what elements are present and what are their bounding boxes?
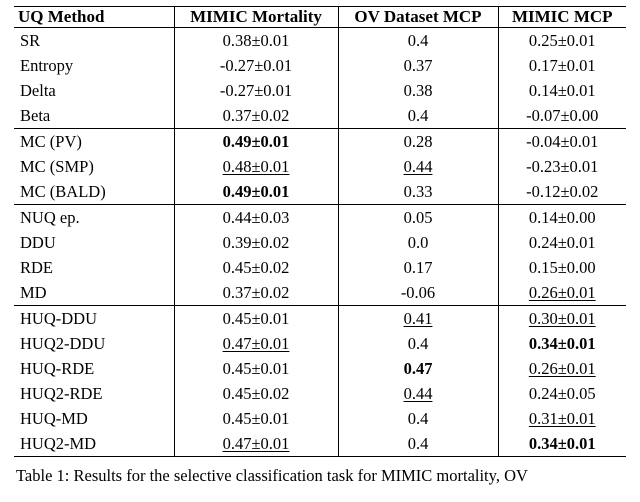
cell-value-text: -0.12±0.02 <box>526 182 599 201</box>
cell-value-text: 0.39±0.02 <box>222 233 290 252</box>
cell-method: HUQ-DDU <box>14 306 174 332</box>
cell-value-text: 0.26±0.01 <box>528 283 596 302</box>
cell-value <box>338 78 498 103</box>
cell-value-text: 0.44 <box>403 384 433 403</box>
cell-method: Beta <box>20 106 51 125</box>
cell-value <box>338 431 498 457</box>
cell-value-text: 0.4 <box>407 409 429 428</box>
cell-value <box>174 356 338 381</box>
cell-value <box>338 179 498 205</box>
cell-value <box>498 78 626 103</box>
cell-value <box>498 280 626 306</box>
cell-value-text: 0.24±0.05 <box>528 384 596 403</box>
cell-value-text: 0.37±0.02 <box>222 283 290 302</box>
cell-method: HUQ-MD <box>20 409 88 428</box>
cell-value <box>174 306 338 332</box>
table-header <box>14 7 626 28</box>
cell-method: MC (PV) <box>14 129 174 155</box>
cell-value <box>498 129 626 155</box>
cell-value <box>338 154 498 179</box>
col-header-mimic-mcp: MIMIC MCP <box>498 7 626 28</box>
cell-value-text: 0.28 <box>403 132 433 151</box>
cell-value <box>338 205 498 231</box>
cell-value-text: 0.26±0.01 <box>528 359 596 378</box>
cell-value <box>338 28 498 54</box>
cell-value-text: 0.37±0.02 <box>222 106 290 125</box>
table-row <box>14 306 626 332</box>
cell-value <box>174 205 338 231</box>
cell-value <box>174 331 338 356</box>
table-row <box>14 381 626 406</box>
cell-value <box>174 230 338 255</box>
cell-value-text: 0.4 <box>407 31 429 50</box>
table-row <box>14 129 626 155</box>
cell-method: Entropy <box>20 56 74 75</box>
cell-value-text: 0.49±0.01 <box>222 182 290 201</box>
cell-value <box>174 154 338 179</box>
table-row <box>14 431 626 457</box>
cell-method: MC (BALD) <box>20 182 106 201</box>
cell-value <box>174 179 338 205</box>
cell-method: HUQ2-RDE <box>20 384 103 403</box>
cell-value-text: 0.14±0.00 <box>528 208 596 227</box>
table-row <box>14 406 626 431</box>
cell-value <box>174 431 338 457</box>
cell-method: MD <box>20 283 47 302</box>
cell-method: HUQ-RDE <box>20 359 95 378</box>
cell-method: Delta <box>20 81 56 100</box>
cell-value <box>338 103 498 129</box>
cell-value-text: 0.45±0.01 <box>222 309 290 328</box>
cell-method: NUQ ep. <box>14 205 174 231</box>
table-row <box>14 280 626 306</box>
cell-value-text: 0.4 <box>407 106 429 125</box>
cell-value <box>498 331 626 356</box>
table-row <box>14 28 626 54</box>
cell-value-text: 0.4 <box>407 434 429 453</box>
cell-value <box>174 28 338 54</box>
cell-value-text: 0.14±0.01 <box>528 81 596 100</box>
cell-value-text: 0.47±0.01 <box>222 334 290 353</box>
cell-value <box>174 53 338 78</box>
table-row <box>14 255 626 280</box>
cell-value-text: 0.34±0.01 <box>528 334 596 353</box>
col-header-ov-dataset-mcp: OV Dataset MCP <box>338 7 498 28</box>
uq-results-table <box>14 6 626 457</box>
cell-value-text: 0.0 <box>407 233 429 252</box>
cell-value-text: -0.27±0.01 <box>219 81 293 100</box>
cell-value-text: 0.47 <box>403 359 433 378</box>
cell-value-text: 0.41 <box>403 309 433 328</box>
cell-value <box>338 406 498 431</box>
table-row <box>14 331 626 356</box>
table-row <box>14 53 626 78</box>
cell-value-text: 0.49±0.01 <box>222 132 290 151</box>
cell-value <box>338 331 498 356</box>
cell-value <box>498 356 626 381</box>
cell-value <box>498 205 626 231</box>
cell-value-text: -0.04±0.01 <box>526 132 599 151</box>
cell-value-text: 0.48±0.01 <box>222 157 290 176</box>
table-row <box>14 356 626 381</box>
table-row <box>14 78 626 103</box>
col-header-uq-method: UQ Method <box>14 7 174 28</box>
cell-value <box>498 230 626 255</box>
cell-method: HUQ2-MD <box>14 431 174 457</box>
cell-value <box>498 53 626 78</box>
cell-value-text: 0.45±0.02 <box>222 258 290 277</box>
cell-value-text: -0.23±0.01 <box>526 157 599 176</box>
cell-method: RDE <box>20 258 53 277</box>
cell-value <box>174 255 338 280</box>
cell-value-text: 0.34±0.01 <box>528 434 596 453</box>
cell-value <box>498 381 626 406</box>
cell-value-text: 0.17 <box>403 258 433 277</box>
cell-value-text: 0.37 <box>403 56 433 75</box>
cell-value <box>338 306 498 332</box>
cell-value-text: -0.06 <box>400 283 436 302</box>
cell-value-text: 0.45±0.01 <box>222 359 290 378</box>
cell-value <box>174 280 338 306</box>
cell-value <box>338 129 498 155</box>
cell-value-text: 0.25±0.01 <box>528 31 596 50</box>
table-row <box>14 103 626 129</box>
cell-value-text: -0.27±0.01 <box>219 56 293 75</box>
cell-value-text: 0.38 <box>403 81 433 100</box>
header-row <box>14 7 626 28</box>
cell-value <box>498 306 626 332</box>
cell-value <box>174 129 338 155</box>
cell-value <box>174 381 338 406</box>
cell-value <box>338 230 498 255</box>
cell-value-text: 0.24±0.01 <box>528 233 596 252</box>
cell-value-text: -0.07±0.00 <box>526 106 599 125</box>
cell-value <box>498 406 626 431</box>
cell-value-text: 0.45±0.02 <box>222 384 290 403</box>
table-row <box>14 154 626 179</box>
cell-value <box>498 28 626 54</box>
cell-value <box>174 406 338 431</box>
cell-value-text: 0.05 <box>403 208 433 227</box>
cell-value <box>338 255 498 280</box>
cell-value <box>498 179 626 205</box>
cell-value-text: 0.30±0.01 <box>528 309 596 328</box>
cell-value-text: 0.44 <box>403 157 433 176</box>
table-row <box>14 205 626 231</box>
cell-value-text: 0.17±0.01 <box>528 56 596 75</box>
cell-value-text: 0.4 <box>407 334 429 353</box>
cell-value-text: 0.47±0.01 <box>222 434 290 453</box>
cell-value <box>338 280 498 306</box>
cell-value <box>338 356 498 381</box>
table-row <box>14 179 626 205</box>
cell-value <box>338 381 498 406</box>
cell-method: DDU <box>20 233 56 252</box>
cell-method: MC (SMP) <box>20 157 94 176</box>
cell-value-text: 0.38±0.01 <box>222 31 290 50</box>
table-row <box>14 230 626 255</box>
cell-value <box>498 154 626 179</box>
col-header-mimic-mortality: MIMIC Mortality <box>174 7 338 28</box>
cell-value <box>174 78 338 103</box>
cell-method: SR <box>20 31 41 50</box>
cell-value-text: 0.31±0.01 <box>528 409 596 428</box>
cell-method: HUQ2-DDU <box>20 334 106 353</box>
cell-value-text: 0.44±0.03 <box>222 208 290 227</box>
table-caption: Table 1: Results for the selective classification task for MIMIC mortality, OV <box>16 466 528 485</box>
cell-value <box>498 103 626 129</box>
cell-value-text: 0.33 <box>403 182 433 201</box>
cell-value <box>498 255 626 280</box>
cell-value <box>338 53 498 78</box>
cell-value <box>174 103 338 129</box>
table-body <box>14 28 626 457</box>
cell-value-text: 0.15±0.00 <box>528 258 596 277</box>
cell-value <box>498 431 626 457</box>
cell-value-text: 0.45±0.01 <box>222 409 290 428</box>
